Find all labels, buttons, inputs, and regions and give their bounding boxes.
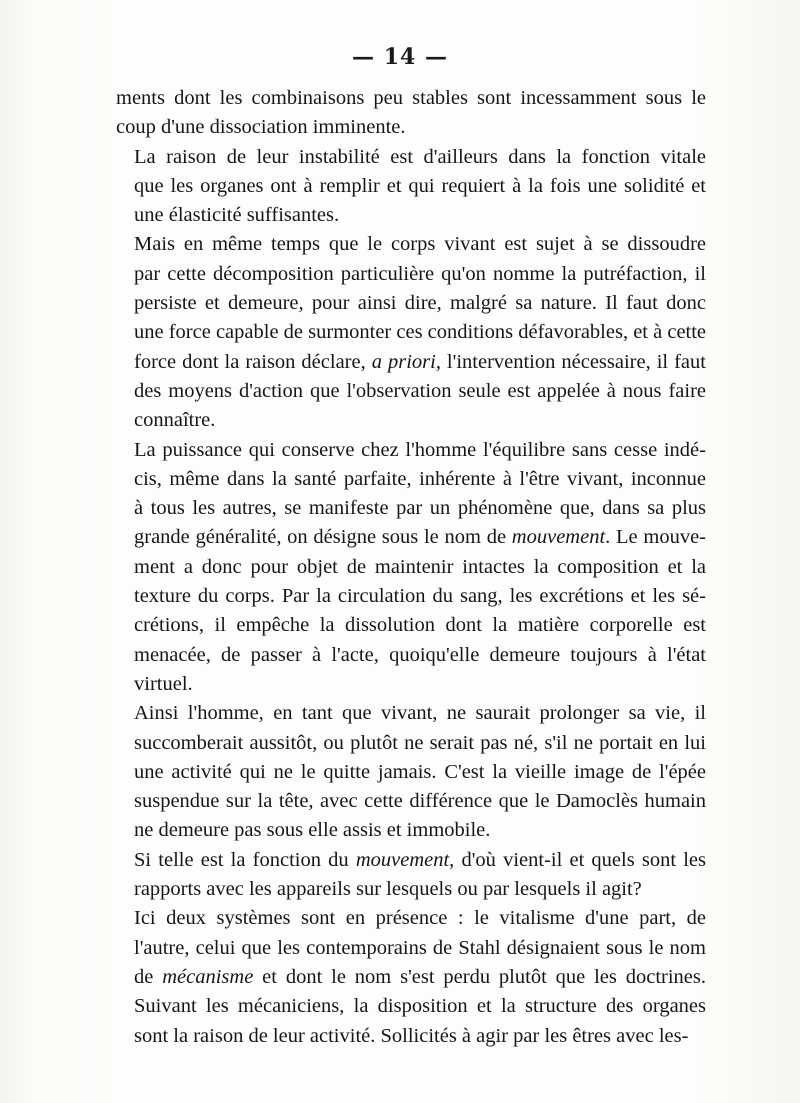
text-line: virtuel. — [134, 672, 193, 695]
text-line: coup d'une dissociation imminente. — [116, 116, 406, 139]
text-line: persiste et demeure, pour ainsi dire, malgré sa nature. Il faut donc — [134, 292, 706, 315]
text-line: des moyens d'action que l'observation seule est appelée à nous faire — [134, 379, 706, 402]
text-line: une élasticité suffisantes. — [134, 204, 340, 227]
body-text — [116, 84, 706, 1051]
text-line: grande généralité, on désigne sous le nom de mouvement. Le mouve- — [134, 526, 707, 549]
paragraph — [116, 846, 706, 905]
text-line: La raison de leur instabilité est d'ailleurs dans la fonction vitale — [134, 145, 706, 168]
text-line: cis, même dans la santé parfaite, inhérente à l'être vivant, inconnue — [134, 467, 706, 490]
text-line: Ici deux systèmes sont en présence : le vitalisme d'une part, de — [134, 907, 706, 930]
text-line: force dont la raison déclare, a priori, l'intervention nécessaire, il faut — [134, 350, 706, 373]
text-line: l'autre, celui que les contemporains de Stahl désignaient sous le nom — [134, 936, 706, 959]
paragraph — [116, 143, 706, 231]
text-line: une force capable de surmonter ces conditions défavorables, et à cette — [134, 321, 707, 344]
paragraph — [116, 84, 706, 143]
text-line: par cette décomposition particulière qu'on nomme la putréfaction, il — [134, 262, 706, 285]
text-line: Si telle est la fonction du mouvement, d'où vient-il et quels sont les — [134, 848, 706, 871]
paragraph — [116, 699, 706, 845]
text-line: La puissance qui conserve chez l'homme l'équilibre sans cesse indé- — [134, 438, 706, 461]
text-line: Ainsi l'homme, en tant que vivant, ne saurait prolonger sa vie, il — [134, 702, 706, 725]
text-line: connaître. — [134, 409, 216, 432]
text-line: Suivant les mécaniciens, la disposition et la structure des organes — [134, 995, 706, 1018]
text-line: sont la raison de leur activité. Sollicités à agir par les êtres avec les- — [134, 1024, 689, 1047]
text-line: que les organes ont à remplir et qui requiert à la fois une solidité et — [134, 174, 706, 197]
paragraph — [116, 904, 706, 1050]
text-line: suspendue sur la tête, avec cette différence que le Damoclès humain — [134, 790, 706, 813]
text-line: rapports avec les appareils sur lesquels ou par lesquels il agit? — [134, 878, 642, 901]
page-number: — 14 — — [352, 44, 448, 70]
text-line: crétions, il empêche la dissolution dont la matière corporelle est — [134, 614, 706, 637]
text-line: menacée, de passer à l'acte, quoiqu'elle demeure toujours à l'état — [134, 643, 706, 666]
text-line: Mais en même temps que le corps vivant est sujet à se dissoudre — [134, 233, 706, 256]
text-line: ne demeure pas sous elle assis et immobile. — [134, 819, 491, 842]
text-line: succomberait aussitôt, ou plutôt ne serait pas né, s'il ne portait en lui — [134, 731, 706, 754]
text-line: une activité qui ne le quitte jamais. C'est la vieille image de l'épée — [134, 760, 706, 783]
paragraph — [116, 230, 706, 435]
text-line: ments dont les combinaisons peu stables sont incessamment sous le — [116, 87, 706, 109]
text-line: de mécanisme et dont le nom s'est perdu plutôt que les doctrines. — [134, 965, 706, 988]
paragraph — [116, 436, 706, 700]
text-line: à tous les autres, se manifeste par un phénomène que, dans sa plus — [134, 497, 706, 520]
text-line: ment a donc pour objet de maintenir intactes la composition et la — [134, 555, 706, 578]
text-line: texture du corps. Par la circulation du sang, les excrétions et les sé- — [134, 585, 706, 608]
